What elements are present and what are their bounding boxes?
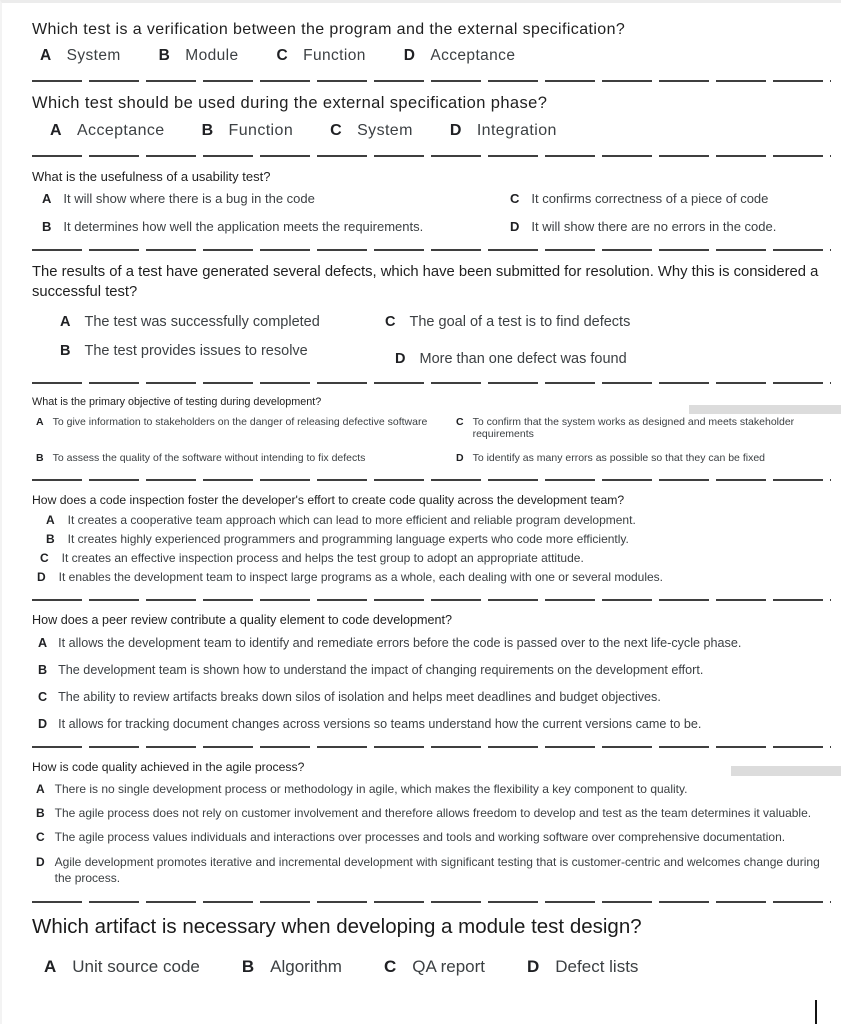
option-text: The ability to review artifacts breaks down silos of isolation and helps meet deadlines and budget objectives. (58, 689, 661, 704)
options-list (32, 513, 833, 584)
question-separator (32, 746, 831, 748)
option-d[interactable] (527, 957, 638, 977)
option-d[interactable] (36, 854, 831, 886)
option-letter: C (383, 956, 397, 976)
option-text: It determines how well the application meets the requirements. (63, 219, 424, 234)
option-letter: D (36, 854, 45, 869)
option-text: System (66, 47, 121, 64)
option-letter: A (42, 191, 52, 206)
option-c[interactable] (510, 191, 833, 206)
option-b[interactable] (38, 663, 833, 677)
option-text: To give information to stakeholders on the danger of releasing defective software (52, 415, 428, 428)
question-title: What is the usefulness of a usability test? (32, 169, 271, 184)
option-text: Algorithm (270, 956, 342, 976)
option-a[interactable] (40, 47, 121, 65)
option-a[interactable] (50, 122, 165, 140)
option-a[interactable] (36, 416, 456, 440)
options-grid (60, 314, 833, 367)
option-letter: D (37, 569, 46, 584)
question-title: The results of a test have generated several defects, which have been submitted for resolution. Why this is considered a successful test? (32, 264, 819, 300)
option-letter: C (330, 122, 343, 139)
question-title: How does a code inspection foster the developer's effort to create code quality across the development team? (32, 492, 625, 507)
option-letter: B (36, 451, 44, 464)
question-6 (32, 493, 833, 584)
option-letter: C (385, 313, 396, 330)
option-text: It allows for tracking document changes across versions so teams understand how the current versions came to be. (58, 716, 702, 731)
question-title: How does a peer review contribute a quality element to code development? (32, 612, 453, 627)
option-letter: D (395, 350, 406, 367)
option-b[interactable] (36, 805, 831, 821)
option-letter: B (201, 122, 214, 139)
option-text: The test was successfully completed (84, 313, 320, 330)
options-grid (42, 191, 833, 234)
option-letter: B (42, 219, 52, 234)
option-b[interactable] (42, 219, 510, 234)
option-letter: A (40, 47, 52, 64)
question-title: Which test is a verification between the program and the external specification? (32, 21, 626, 38)
question-separator (32, 901, 831, 903)
option-letter: D (456, 451, 464, 464)
option-text: Unit source code (72, 956, 200, 976)
option-c[interactable] (38, 690, 833, 704)
options-row (50, 122, 833, 140)
option-letter: A (50, 122, 62, 139)
option-text: It creates highly experienced programmers and programming language experts who code more efficiently. (67, 531, 629, 546)
option-d[interactable] (395, 351, 833, 367)
option-a[interactable] (46, 513, 833, 527)
option-letter: C (456, 415, 464, 428)
option-letter: A (44, 956, 57, 976)
question-title: Which test should be used during the external specification phase? (32, 94, 548, 112)
option-d[interactable] (38, 717, 833, 731)
question-3 (32, 169, 833, 234)
question-1 (32, 21, 833, 65)
option-d[interactable] (456, 452, 833, 464)
option-letter: C (38, 689, 48, 704)
option-letter: C (36, 830, 45, 845)
option-letter: D (449, 122, 462, 139)
option-letter: B (60, 342, 71, 359)
redaction-box (689, 405, 841, 414)
option-letter: C (40, 550, 49, 565)
option-text: It will show there are no errors in the code. (531, 219, 777, 234)
option-letter: C (510, 191, 520, 206)
option-letter: C (276, 47, 289, 64)
options-row (44, 957, 833, 977)
option-text: Integration (476, 122, 557, 139)
option-c[interactable] (385, 314, 833, 330)
option-text: Acceptance (430, 47, 516, 64)
options-grid (36, 416, 833, 464)
question-separator (32, 382, 831, 384)
option-a[interactable] (44, 957, 200, 977)
option-c[interactable] (36, 829, 831, 845)
question-9 (32, 915, 833, 977)
option-text: The agile process does not rely on customer involvement and therefore allows freedom to develop and test as the team determines it valuable. (54, 806, 812, 821)
option-text: To identify as many errors as possible so that they can be fixed (472, 451, 765, 464)
option-text: It allows the development team to identify and remediate errors before the code is passed over to the next life-cycle phase. (58, 635, 742, 650)
option-text: It creates a cooperative team approach which can lead to more efficient and reliable program development. (67, 512, 636, 527)
option-text: Module (185, 47, 239, 64)
option-letter: B (241, 956, 255, 976)
option-b[interactable] (242, 957, 342, 977)
question-separator (32, 155, 831, 157)
option-letter: D (510, 219, 520, 234)
option-a[interactable] (60, 314, 385, 330)
option-a[interactable] (42, 191, 510, 206)
option-text: System (357, 122, 413, 139)
option-a[interactable] (36, 781, 831, 797)
option-letter: D (38, 716, 48, 731)
option-b[interactable] (46, 532, 833, 546)
option-b[interactable] (202, 122, 294, 140)
option-text: QA report (412, 956, 485, 976)
option-letter: A (36, 781, 45, 796)
question-4 (32, 263, 833, 367)
option-letter: B (158, 47, 171, 64)
text-cursor (815, 1000, 817, 1024)
option-a[interactable] (38, 636, 833, 650)
option-text: It creates an effective inspection process and helps the test group to adopt an appropriate attitude. (61, 550, 584, 565)
option-text: The goal of a test is to find defects (409, 313, 631, 330)
option-text: It will show where there is a bug in the code (63, 191, 315, 206)
option-c[interactable] (456, 416, 833, 440)
option-text: Function (228, 122, 294, 139)
option-text: Defect lists (555, 956, 639, 976)
option-d[interactable] (450, 122, 557, 140)
question-separator (32, 599, 831, 601)
option-letter: A (36, 415, 44, 428)
option-d[interactable] (37, 570, 833, 584)
question-7 (32, 613, 833, 731)
option-text: Function (303, 47, 366, 64)
option-d[interactable] (510, 219, 833, 234)
option-c[interactable] (277, 47, 366, 65)
question-2 (32, 94, 833, 140)
option-c[interactable] (330, 122, 413, 140)
question-title: What is the primary objective of testing during development? (32, 395, 322, 408)
option-text: Agile development promotes iterative and incremental development with significant testing that is customer-centric and welcomes change during the process. (54, 854, 820, 885)
options-list (36, 781, 831, 886)
option-letter: B (36, 806, 45, 821)
option-text: The test provides issues to resolve (84, 342, 308, 359)
option-text: There is no single development process or methodology in agile, which makes the flexibility a key component to quality. (54, 781, 688, 796)
option-text: To assess the quality of the software without intending to fix defects (52, 451, 366, 464)
option-letter: D (527, 956, 540, 976)
option-letter: B (46, 531, 55, 546)
options-list (38, 636, 833, 731)
option-b[interactable] (36, 452, 456, 464)
option-text: The agile process values individuals and interactions over processes and tools and working software over comprehensive documentation. (54, 830, 786, 845)
option-letter: A (46, 512, 55, 527)
option-letter: B (38, 662, 48, 677)
option-b[interactable] (60, 343, 385, 367)
option-letter: A (60, 313, 71, 330)
question-separator (32, 479, 831, 481)
options-row (40, 47, 833, 65)
option-letter: D (403, 47, 416, 64)
question-title: Which artifact is necessary when developing a module test design? (32, 914, 642, 938)
option-b[interactable] (159, 47, 239, 65)
option-text: To confirm that the system works as designed and meets stakeholder requirements (472, 415, 795, 440)
question-title: How is code quality achieved in the agile process? (32, 759, 305, 774)
question-separator (32, 249, 831, 251)
option-c[interactable] (40, 551, 833, 565)
option-d[interactable] (404, 47, 516, 65)
option-text: It enables the development team to inspect large programs as a whole, each dealing with one or several modules. (58, 569, 664, 584)
redaction-box (731, 766, 841, 776)
option-text: More than one defect was found (419, 350, 627, 367)
option-text: Acceptance (76, 122, 165, 139)
option-text: The development team is shown how to understand the impact of changing requirements on the development effort. (58, 662, 704, 677)
option-text: It confirms correctness of a piece of code (531, 191, 769, 206)
question-8 (32, 760, 833, 886)
option-letter: A (38, 635, 48, 650)
option-c[interactable] (384, 957, 485, 977)
question-separator (32, 80, 831, 82)
